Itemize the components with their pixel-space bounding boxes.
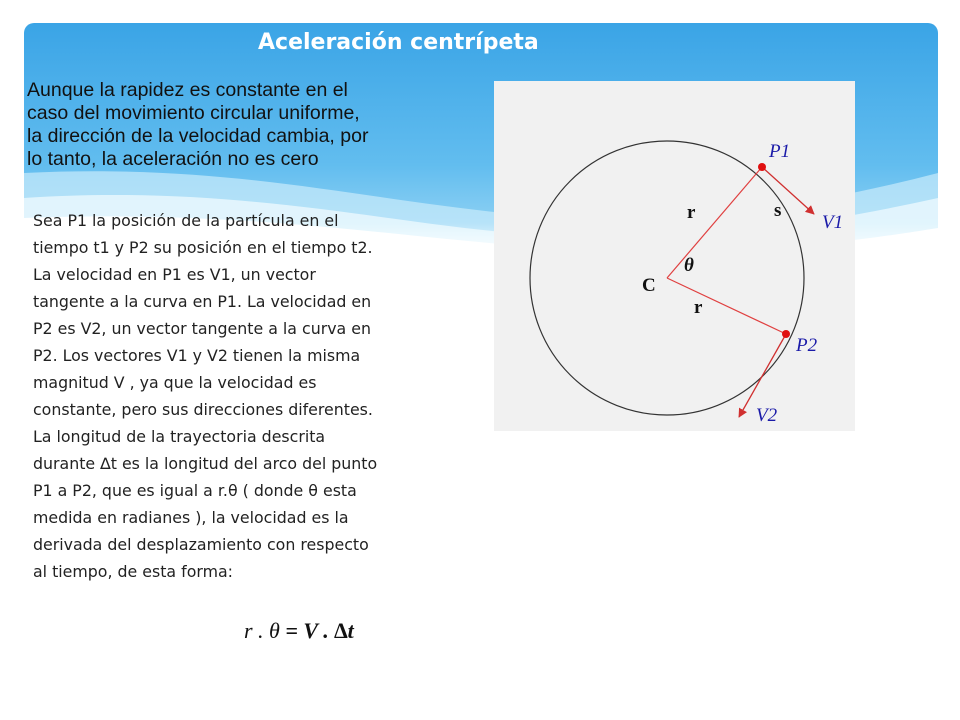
radius-to-p2 xyxy=(667,278,786,334)
label-v2: V2 xyxy=(756,405,778,426)
label-arc-s: s xyxy=(774,200,782,221)
label-p1: P1 xyxy=(769,141,791,162)
velocity-vector-v1 xyxy=(762,167,814,214)
body-line: P2. Los vectores V1 y V2 tienen la misma xyxy=(33,346,361,365)
label-radius-top: r xyxy=(687,202,696,223)
body-paragraph xyxy=(33,207,478,585)
body-line: medida en radianes ), la velocidad es la xyxy=(33,508,349,527)
body-line: P2 es V2, un vector tangente a la curva en xyxy=(33,319,371,338)
point-p2 xyxy=(782,330,790,338)
formula-rhs: = V . ∆t xyxy=(279,618,354,643)
formula-lhs: r . θ xyxy=(244,618,280,643)
intro-line: lo tanto, la aceleración no es cero xyxy=(27,148,319,170)
label-theta: θ xyxy=(684,255,694,276)
diagram-canvas xyxy=(494,81,855,431)
body-line: constante, pero sus direcciones diferentes. xyxy=(33,400,373,419)
body-line: La velocidad en P1 es V1, un vector xyxy=(33,265,316,284)
body-line: magnitud V , ya que la velocidad es xyxy=(33,373,317,392)
label-center-c: C xyxy=(642,275,656,296)
body-line: tiempo t1 y P2 su posición en el tiempo t2. xyxy=(33,238,373,257)
slide-title: Aceleración centrípeta xyxy=(258,30,539,55)
label-radius-bottom: r xyxy=(694,297,703,318)
body-line: durante ∆t es la longitud del arco del punto xyxy=(33,454,378,473)
intro-line: caso del movimiento circular uniforme, xyxy=(27,102,360,124)
radius-to-p1 xyxy=(667,167,762,278)
body-line: La longitud de la trayectoria descrita xyxy=(33,427,326,446)
intro-paragraph xyxy=(27,79,482,171)
body-line: Sea P1 la posición de la partícula en el xyxy=(33,211,339,230)
intro-line: la dirección de la velocidad cambia, por xyxy=(27,125,369,147)
body-line: tangente a la curva en P1. La velocidad en xyxy=(33,292,372,311)
intro-line: Aunque la rapidez es constante en el xyxy=(27,79,348,101)
formula xyxy=(244,618,354,644)
point-p1 xyxy=(758,163,766,171)
body-line: derivada del desplazamiento con respecto xyxy=(33,535,369,554)
body-line: P1 a P2, que es igual a r.θ ( donde θ esta xyxy=(33,481,357,500)
body-line: al tiempo, de esta forma: xyxy=(33,562,233,581)
label-p2: P2 xyxy=(796,335,818,356)
label-v1: V1 xyxy=(822,212,844,233)
circular-motion-diagram xyxy=(494,81,855,431)
